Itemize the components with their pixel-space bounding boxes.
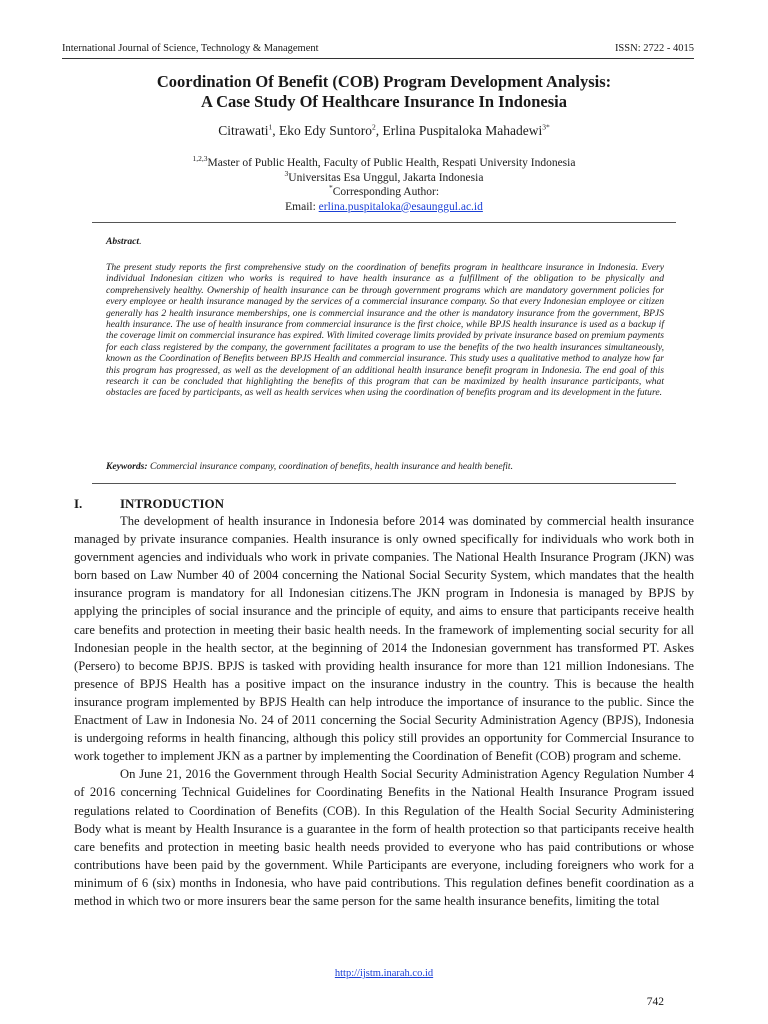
author-name: Citrawati — [218, 123, 269, 138]
author-name: Erlina Puspitaloka Mahadewi — [382, 123, 543, 138]
email-link[interactable]: erlina.puspitaloka@esaunggul.ac.id — [318, 200, 483, 213]
abstract-heading: Abstract. — [106, 236, 142, 247]
corresponding-author: *Corresponding Author: — [328, 183, 440, 198]
abstract-box — [92, 222, 676, 484]
page-number: 742 — [646, 996, 664, 1008]
affiliation-2: $^3$Universitas Esa Unggul, Jakarta Indonesia — [284, 168, 484, 184]
running-header — [62, 42, 694, 56]
paragraph: The development of health insurance in Indonesia before 2014 was dominated by commercial health insurance managed by private insurance companies. Health insurance is only owned specifically for individuals who work both in government agencies and individuals who work in private companies. The National Health Insurance Program (JKN) was born based on Law Number 40 of 2004 concerning the National Social Security System, which mandates that the health insurance program is mandatory for all Indonesian citizens.The JKN program in Indonesia is managed by BPJS by applying the principles of social insurance and the principle of equity, and aims to ensure that participants receive health care benefits and protection in meeting their basic health needs. In the framework of implementing social security for all Indonesian people in the health sector, at the beginning of 2014 the Indonesian government has transformed PT. Askes (Persero) to become BPJS. BPJS is tasked with providing health insurance for more than 121 million Indonesians. The presence of BPJS Health has a positive impact on the insurance industry in the country. This is because the health insurance program implemented by BPJS Health can help introduce the importance of insurance to the public. Since the Enactment of Law in Indonesia No. 24 of 2011 concerning the Social Security Administration Agency (BPJS), Indonesia is undergoing reforms in health financing, although this policy still provides an opportunity for Commercial Insurance to work together to implement JKN as a partner by implementing the Coordination of Benefit (COB) program and scheme. — [74, 514, 694, 764]
journal-link[interactable]: http://ijstm.inarah.co.id — [334, 968, 434, 979]
email-line: Email: erlina.puspitaloka@esaunggul.ac.id — [285, 200, 483, 213]
author-sup: 1 — [268, 122, 273, 132]
issn: ISSN: 2722 - 4015 — [614, 43, 694, 54]
keywords — [106, 461, 664, 472]
title-line-1: Coordination Of Benefit (COB) Program Development Analysis: — [156, 72, 612, 91]
abstract-text: The present study reports the first comprehensive study on the coordination of benefits program in healthcare insurance in Indonesia. Every individual Indonesian citizen who works is required to have health insurance as a fulfillment of the obligation to be physically and comprehensively healthy. Ownership of health insurance can be through government programs which are mandatory government policies for every employee or health insurance managed by the services of a commercial insurance company. So that every Indonesian employee or citizen generally has 2 health insurance memberships, one is commercial insurance and the other is mandatory insurance from the government, BPJS health insurance. The use of health insurance from commercial insurance is the first choice, while BPJS health insurance is used as a backup if the coverage limit on commercial insurance has expired. With limited coverage limits provided by private insurance based on premium payments for each class registered by the company, the government facilitates a program to use the benefits of the two health insurances simultaneously, known as the Coordination of Benefits between BPJS Health and commercial insurance. This study uses a qualitative method to analyze how far this program has progressed, as well as the development of an additional health insurance benefit program in Indonesia. The end goal of this research it can be concluded that highlighting the benefits of this program that can be maximized by health insurance participants, what obstacles are faced by participants, as well as health services when using the coordination of benefits program and its development in the future. — [106, 262, 664, 399]
paragraph: On June 21, 2016 the Government through Health Social Security Administration Agency Regulation Number 4 of 2016 concerning Technical Guidelines for Coordinating Benefits in the National Health Insurance Program issued regulations related to Coordination of Benefits (COB). In this Regulation of the Health Social Security Administering Body what is meant by Health Insurance is a guarantee in the form of health protection so that participants receive health care benefits and protection in meeting basic health needs provided to everyone who has paid contributions or whose contributions have been paid by the government. While Participants are everyone, including foreigners who work for a minimum of 6 (six) months in Indonesia, who have paid contributions. This regulation defines benefit coordination as a method in which two or more insurers bear the same person for the same health insurance benefits, limiting the total — [74, 767, 694, 908]
author-sup: 3* — [542, 122, 550, 132]
author-name: Eko Edy Suntoro — [279, 123, 373, 138]
author-list: Citrawati$^1$, Eko Edy Suntoro$^2$, Erlina Puspitaloka Mahadewi$^{3*}$ — [218, 122, 550, 138]
affiliation-1: $^{1,2,3}$Master of Public Health, Faculty of Public Health, Respati University Indonesia — [192, 154, 576, 169]
section-title: INTRODUCTION — [120, 496, 225, 511]
paper-title — [60, 72, 708, 112]
author-sup: 2 — [372, 122, 376, 132]
header-divider — [62, 58, 694, 59]
title-line-2: A Case Study Of Healthcare Insurance In Indonesia — [201, 92, 567, 111]
keywords-label: Keywords: — [106, 461, 148, 472]
keywords-text: Commercial insurance company, coordination of benefits, health insurance and health benefit. — [149, 461, 513, 472]
footer-url — [0, 968, 768, 979]
body-text — [74, 512, 694, 910]
journal-name: International Journal of Science, Technology & Management — [62, 43, 319, 54]
affiliations — [60, 156, 708, 214]
section-number: I. — [74, 496, 83, 511]
